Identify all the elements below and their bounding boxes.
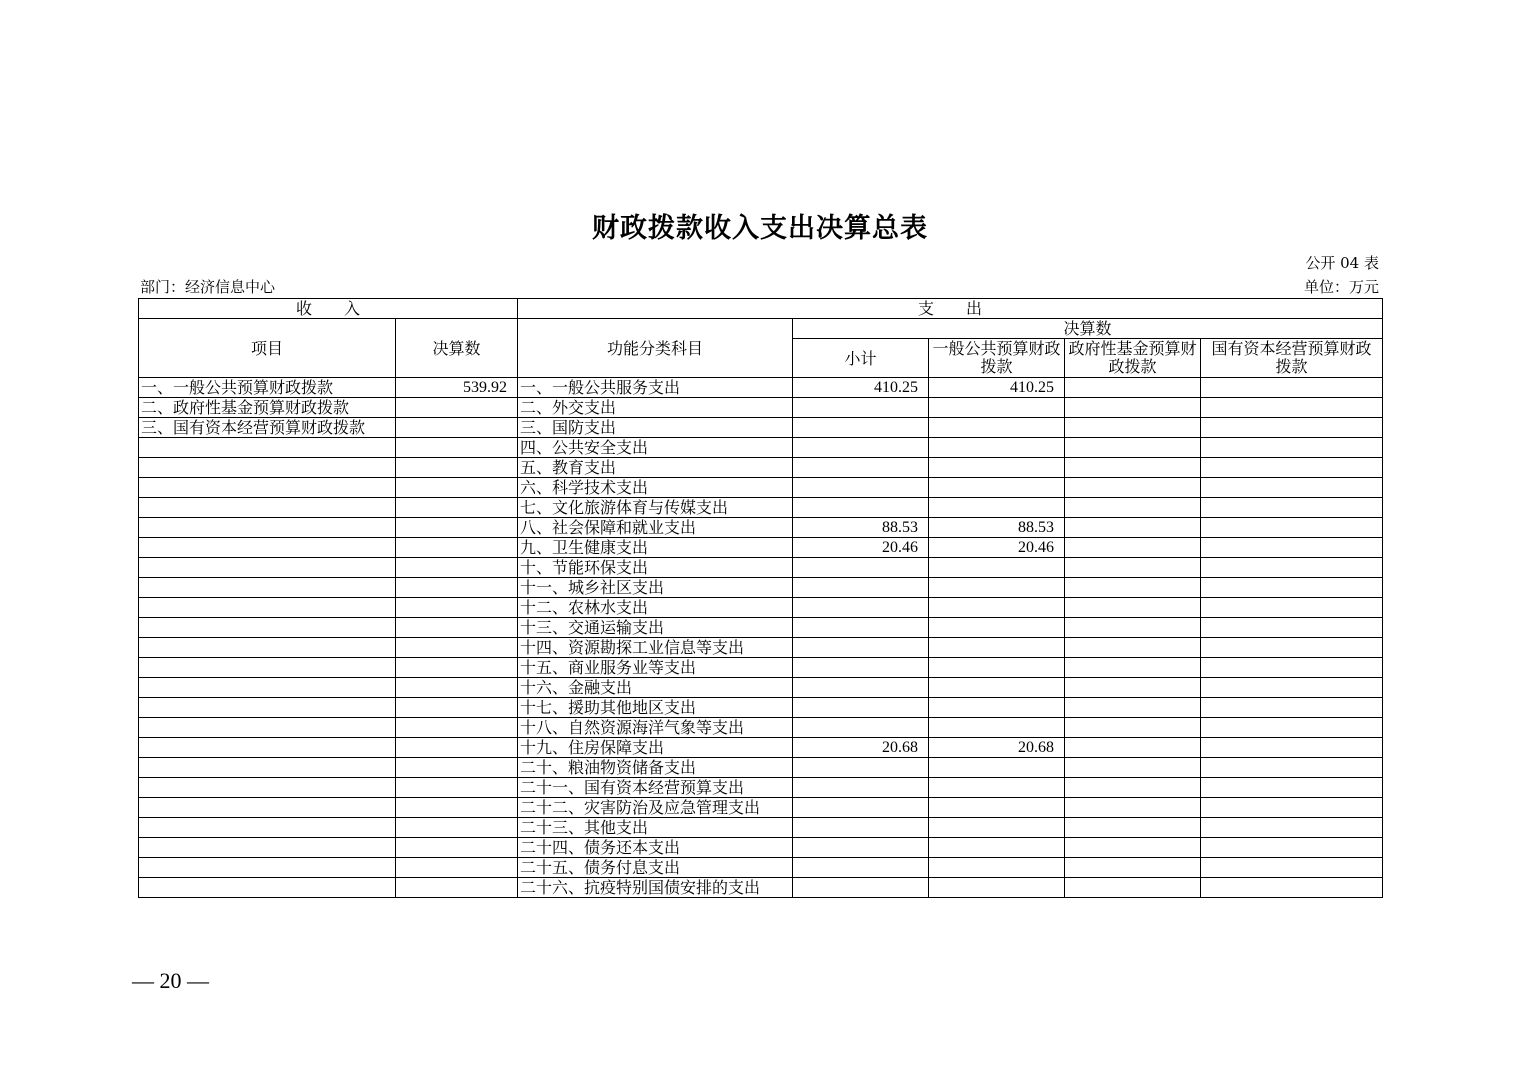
general-budget-cell (929, 798, 1065, 818)
income-item-cell (139, 558, 396, 578)
state-capital-cell (1201, 578, 1383, 598)
general-budget-cell: 20.46 (929, 538, 1065, 558)
expense-item-cell: 二十二、灾害防治及应急管理支出 (518, 798, 793, 818)
table-row (139, 598, 1383, 618)
gov-fund-cell (1065, 718, 1201, 738)
subtotal-cell (793, 658, 929, 678)
income-amount-cell (396, 738, 518, 758)
table-row (139, 798, 1383, 818)
income-amount-cell (396, 778, 518, 798)
income-amount-cell (396, 818, 518, 838)
state-capital-cell (1201, 838, 1383, 858)
table-row (139, 438, 1383, 458)
income-item-cell (139, 658, 396, 678)
state-capital-cell (1201, 498, 1383, 518)
table-row (139, 698, 1383, 718)
gov-fund-cell (1065, 578, 1201, 598)
subtotal-cell (793, 578, 929, 598)
income-item-cell (139, 858, 396, 878)
general-budget-cell (929, 618, 1065, 638)
gov-fund-cell (1065, 538, 1201, 558)
state-capital-cell (1201, 758, 1383, 778)
income-item-cell (139, 838, 396, 858)
expense-item-cell: 十五、商业服务业等支出 (518, 658, 793, 678)
table-row (139, 458, 1383, 478)
expense-item-cell: 九、卫生健康支出 (518, 538, 793, 558)
table-row (139, 878, 1383, 898)
gov-fund-cell (1065, 638, 1201, 658)
income-amount-cell (396, 678, 518, 698)
gov-fund-cell (1065, 378, 1201, 398)
income-item-cell (139, 778, 396, 798)
table-row (139, 558, 1383, 578)
subtotal-cell (793, 698, 929, 718)
income-item-cell (139, 738, 396, 758)
state-capital-cell (1201, 818, 1383, 838)
state-capital-cell (1201, 478, 1383, 498)
income-amount-cell (396, 478, 518, 498)
final-amount-header: 决算数 (396, 319, 518, 378)
gov-fund-cell (1065, 878, 1201, 898)
expense-item-cell: 四、公共安全支出 (518, 438, 793, 458)
subtotal-cell: 20.46 (793, 538, 929, 558)
state-capital-cell (1201, 778, 1383, 798)
general-budget-cell (929, 718, 1065, 738)
general-budget-cell: 410.25 (929, 378, 1065, 398)
subtotal-cell: 88.53 (793, 518, 929, 538)
subtotal-cell (793, 818, 929, 838)
department-label: 部门：经济信息中心 (140, 278, 276, 296)
income-amount-cell (396, 458, 518, 478)
state-capital-cell (1201, 398, 1383, 418)
expense-item-cell: 十三、交通运输支出 (518, 618, 793, 638)
income-item-cell (139, 438, 396, 458)
state-capital-cell (1201, 598, 1383, 618)
gov-fund-header: 政府性基金预算财政拨款 (1065, 339, 1201, 378)
income-amount-cell (396, 518, 518, 538)
subtotal-cell (793, 598, 929, 618)
gov-fund-cell (1065, 478, 1201, 498)
gov-fund-cell (1065, 858, 1201, 878)
general-budget-cell (929, 658, 1065, 678)
document-title: 财政拨款收入支出决算总表 (592, 213, 928, 244)
subtotal-cell (793, 438, 929, 458)
general-budget-cell (929, 678, 1065, 698)
subtotal-cell (793, 458, 929, 478)
gov-fund-cell (1065, 838, 1201, 858)
table-row (139, 818, 1383, 838)
income-item-cell (139, 578, 396, 598)
gov-fund-cell (1065, 798, 1201, 818)
general-budget-cell (929, 598, 1065, 618)
expense-item-cell: 十、节能环保支出 (518, 558, 793, 578)
state-capital-cell (1201, 678, 1383, 698)
table-row (139, 658, 1383, 678)
general-budget-cell (929, 858, 1065, 878)
income-item-cell (139, 798, 396, 818)
general-budget-cell (929, 458, 1065, 478)
state-capital-cell (1201, 738, 1383, 758)
expense-item-cell: 十二、农林水支出 (518, 598, 793, 618)
state-capital-cell (1201, 438, 1383, 458)
subtotal-cell: 20.68 (793, 738, 929, 758)
income-item-cell: 二、政府性基金预算财政拨款 (139, 398, 396, 418)
subtotal-cell (793, 718, 929, 738)
gov-fund-cell (1065, 498, 1201, 518)
general-budget-cell (929, 498, 1065, 518)
income-item-cell: 一、一般公共预算财政拨款 (139, 378, 396, 398)
general-budget-cell (929, 878, 1065, 898)
table-row (139, 758, 1383, 778)
table-row (139, 398, 1383, 418)
page-number: — 20 — (132, 968, 209, 993)
income-amount-cell (396, 838, 518, 858)
subtotal-cell: 410.25 (793, 378, 929, 398)
general-budget-cell (929, 778, 1065, 798)
income-amount-cell: 539.92 (396, 378, 518, 398)
income-item-cell (139, 538, 396, 558)
subtotal-cell (793, 618, 929, 638)
general-budget-cell: 20.68 (929, 738, 1065, 758)
expense-item-cell: 七、文化旅游体育与传媒支出 (518, 498, 793, 518)
income-item-cell (139, 638, 396, 658)
income-item-cell (139, 458, 396, 478)
income-amount-cell (396, 858, 518, 878)
subtotal-cell (793, 858, 929, 878)
income-amount-cell (396, 418, 518, 438)
state-capital-header: 国有资本经营预算财政拨款 (1201, 339, 1383, 378)
general-budget-cell (929, 418, 1065, 438)
state-capital-cell (1201, 718, 1383, 738)
table-row (139, 858, 1383, 878)
general-budget-cell (929, 838, 1065, 858)
expense-item-cell: 一、一般公共服务支出 (518, 378, 793, 398)
expense-item-cell: 六、科学技术支出 (518, 478, 793, 498)
table-row (139, 478, 1383, 498)
subtotal-cell (793, 498, 929, 518)
subtotal-cell (793, 758, 929, 778)
table-row (139, 518, 1383, 538)
expense-item-cell: 八、社会保障和就业支出 (518, 518, 793, 538)
state-capital-cell (1201, 878, 1383, 898)
income-header: 收 入 (139, 299, 518, 319)
state-capital-cell (1201, 378, 1383, 398)
subtotal-header: 小计 (793, 339, 929, 378)
table-row (139, 578, 1383, 598)
expense-item-cell: 十七、援助其他地区支出 (518, 698, 793, 718)
income-item-cell (139, 718, 396, 738)
final-amount-group-header: 决算数 (793, 319, 1383, 339)
gov-fund-cell (1065, 778, 1201, 798)
general-budget-cell (929, 698, 1065, 718)
state-capital-cell (1201, 458, 1383, 478)
expense-item-cell: 十一、城乡社区支出 (518, 578, 793, 598)
state-capital-cell (1201, 798, 1383, 818)
gov-fund-cell (1065, 558, 1201, 578)
expense-item-cell: 二、外交支出 (518, 398, 793, 418)
income-amount-cell (396, 718, 518, 738)
income-amount-cell (396, 798, 518, 818)
state-capital-cell (1201, 858, 1383, 878)
table-row (139, 538, 1383, 558)
income-item-cell (139, 478, 396, 498)
general-budget-cell (929, 558, 1065, 578)
general-budget-cell (929, 478, 1065, 498)
subtotal-cell (793, 638, 929, 658)
income-amount-cell (396, 698, 518, 718)
subtotal-cell (793, 878, 929, 898)
gov-fund-cell (1065, 738, 1201, 758)
income-item-cell (139, 518, 396, 538)
gov-fund-cell (1065, 678, 1201, 698)
state-capital-cell (1201, 698, 1383, 718)
general-budget-header: 一般公共预算财政拨款 (929, 339, 1065, 378)
subtotal-cell (793, 838, 929, 858)
state-capital-cell (1201, 538, 1383, 558)
table-row (139, 618, 1383, 638)
state-capital-cell (1201, 558, 1383, 578)
income-item-cell (139, 618, 396, 638)
subtotal-cell (793, 418, 929, 438)
gov-fund-cell (1065, 518, 1201, 538)
table-row (139, 418, 1383, 438)
income-amount-cell (396, 498, 518, 518)
income-item-cell (139, 598, 396, 618)
subtotal-cell (793, 558, 929, 578)
subtotal-cell (793, 478, 929, 498)
gov-fund-cell (1065, 698, 1201, 718)
general-budget-cell (929, 398, 1065, 418)
general-budget-cell: 88.53 (929, 518, 1065, 538)
income-amount-cell (396, 658, 518, 678)
subtotal-cell (793, 778, 929, 798)
general-budget-cell (929, 638, 1065, 658)
expense-item-cell: 二十六、抗疫特别国债安排的支出 (518, 878, 793, 898)
expense-item-cell: 五、教育支出 (518, 458, 793, 478)
expense-item-cell: 十九、住房保障支出 (518, 738, 793, 758)
general-budget-cell (929, 438, 1065, 458)
income-item-cell (139, 758, 396, 778)
income-item-cell (139, 678, 396, 698)
table-row (139, 718, 1383, 738)
income-amount-cell (396, 618, 518, 638)
expense-item-cell: 二十四、债务还本支出 (518, 838, 793, 858)
state-capital-cell (1201, 618, 1383, 638)
gov-fund-cell (1065, 398, 1201, 418)
expense-item-cell: 二十五、债务付息支出 (518, 858, 793, 878)
expense-item-cell: 二十、粮油物资储备支出 (518, 758, 793, 778)
general-budget-cell (929, 818, 1065, 838)
gov-fund-cell (1065, 418, 1201, 438)
income-amount-cell (396, 598, 518, 618)
unit-label: 单位：万元 (1303, 278, 1379, 296)
state-capital-cell (1201, 518, 1383, 538)
income-amount-cell (396, 878, 518, 898)
gov-fund-cell (1065, 458, 1201, 478)
income-item-cell (139, 818, 396, 838)
gov-fund-cell (1065, 598, 1201, 618)
gov-fund-cell (1065, 618, 1201, 638)
income-amount-cell (396, 758, 518, 778)
expense-item-cell: 十六、金融支出 (518, 678, 793, 698)
income-amount-cell (396, 558, 518, 578)
gov-fund-cell (1065, 438, 1201, 458)
header-row-1 (139, 299, 1383, 319)
subtotal-cell (793, 798, 929, 818)
expense-item-cell: 二十一、国有资本经营预算支出 (518, 778, 793, 798)
income-amount-cell (396, 438, 518, 458)
func-class-header: 功能分类科目 (518, 319, 793, 378)
budget-table (138, 298, 1383, 898)
general-budget-cell (929, 758, 1065, 778)
income-amount-cell (396, 578, 518, 598)
general-budget-cell (929, 578, 1065, 598)
expense-item-cell: 十四、资源勘探工业信息等支出 (518, 638, 793, 658)
header-row-2 (139, 319, 1383, 339)
table-row (139, 638, 1383, 658)
gov-fund-cell (1065, 658, 1201, 678)
state-capital-cell (1201, 638, 1383, 658)
state-capital-cell (1201, 658, 1383, 678)
income-item-cell: 三、国有资本经营预算财政拨款 (139, 418, 396, 438)
table-row (139, 778, 1383, 798)
expense-item-cell: 三、国防支出 (518, 418, 793, 438)
table-row (139, 498, 1383, 518)
item-header: 项目 (139, 319, 396, 378)
income-item-cell (139, 698, 396, 718)
table-row (139, 378, 1383, 398)
subtotal-cell (793, 398, 929, 418)
state-capital-cell (1201, 418, 1383, 438)
table-row (139, 838, 1383, 858)
expense-header: 支 出 (518, 299, 1383, 319)
gov-fund-cell (1065, 818, 1201, 838)
income-item-cell (139, 878, 396, 898)
table-row (139, 678, 1383, 698)
income-item-cell (139, 498, 396, 518)
table-row (139, 738, 1383, 758)
gov-fund-cell (1065, 758, 1201, 778)
subtotal-cell (793, 678, 929, 698)
income-amount-cell (396, 538, 518, 558)
expense-item-cell: 二十三、其他支出 (518, 818, 793, 838)
income-amount-cell (396, 638, 518, 658)
expense-item-cell: 十八、自然资源海洋气象等支出 (518, 718, 793, 738)
income-amount-cell (396, 398, 518, 418)
form-number: 公开 04 表 (1305, 254, 1379, 272)
